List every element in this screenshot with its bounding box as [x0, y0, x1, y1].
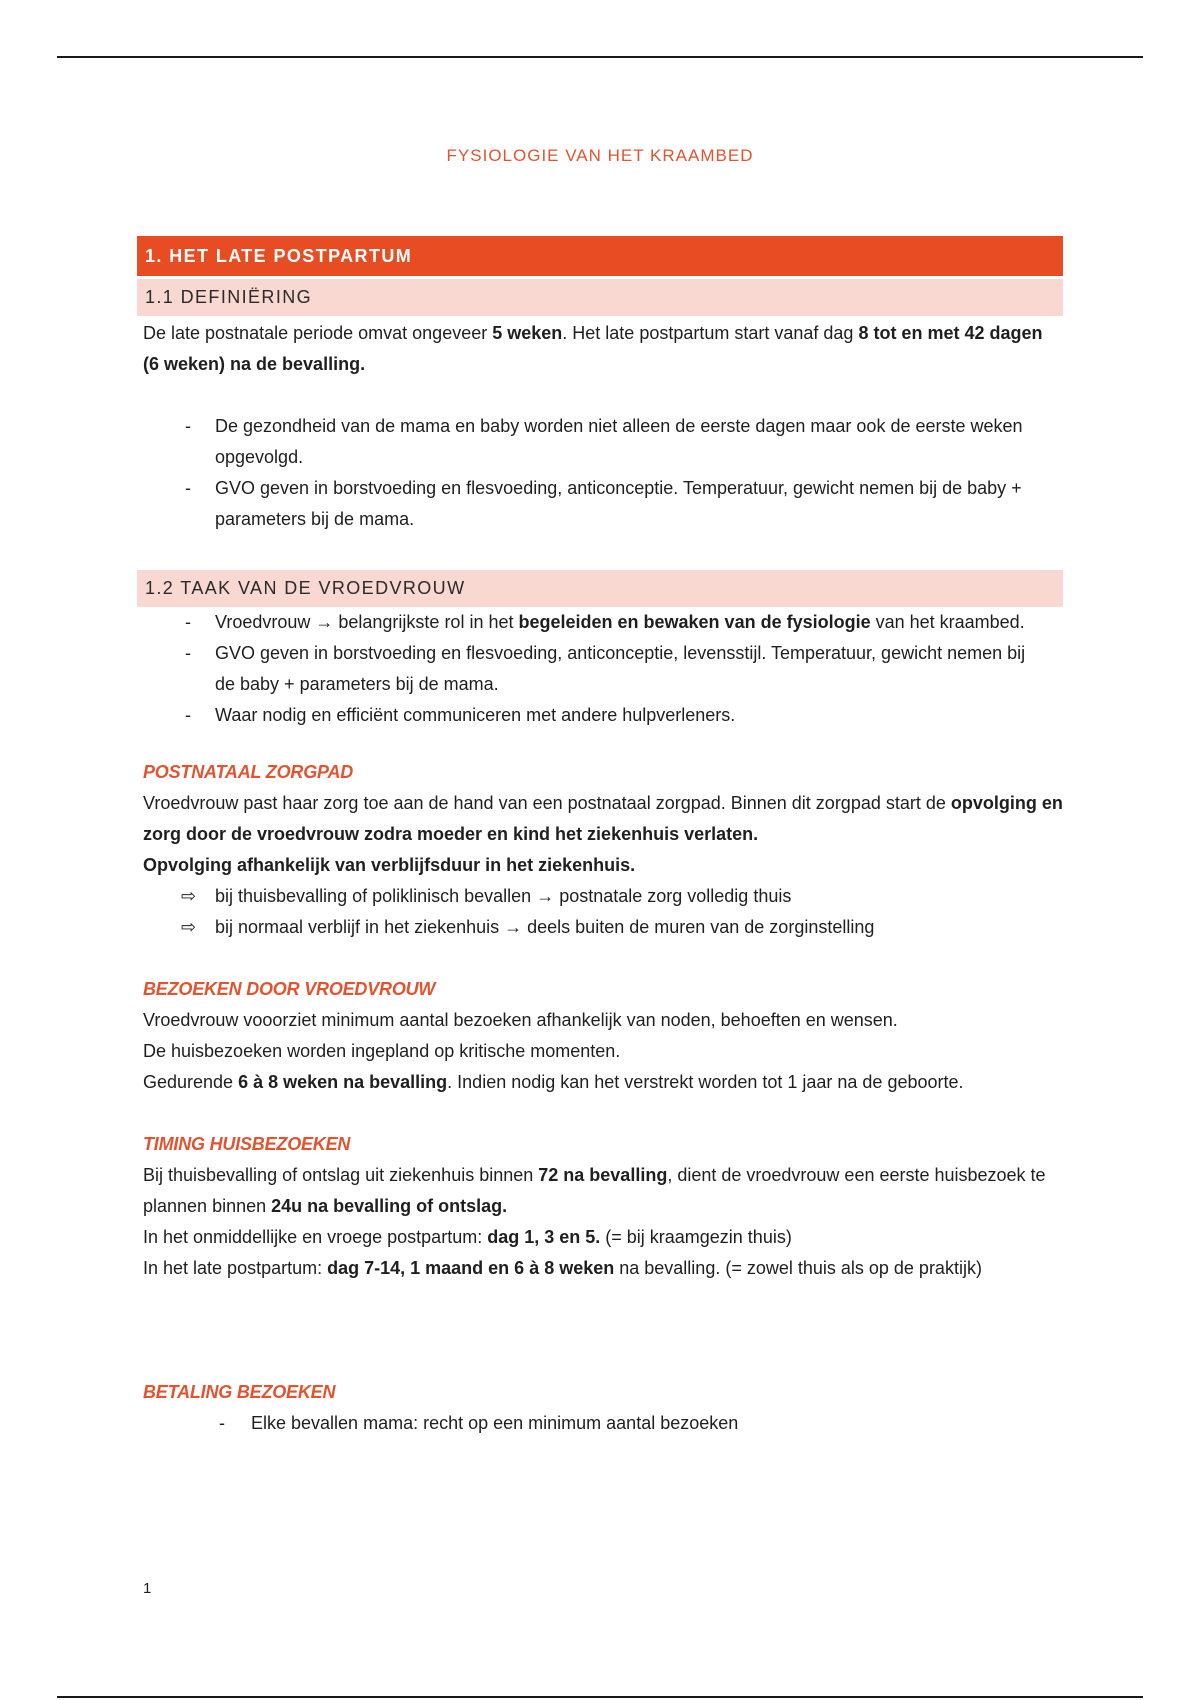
- definition-paragraph: De late postnatale periode omvat ongeveer 5 weken. Het late postpartum start vanaf dag 8 tot en met 42 dagen (6 weken) na de bevalling.: [143, 323, 1043, 374]
- zorgpad-emphasis: Opvolging afhankelijk van verblijfsduur in het ziekenhuis.: [143, 855, 636, 875]
- dash-marker: -: [185, 612, 191, 632]
- list-item: - Waar nodig en efficiënt communiceren met andere hulpverleners.: [137, 700, 1063, 731]
- list-item: ⇨ bij normaal verblijf in het ziekenhuis → deels buiten de muren van de zorginstelling: [137, 912, 1063, 943]
- zorgpad-arrow-list: [137, 881, 1063, 943]
- list-item: ⇨ bij thuisbevalling of poliklinisch bevallen → postnatale zorg volledig thuis: [137, 881, 1063, 912]
- bezoeken-line: Gedurende 6 à 8 weken na bevalling. Indien nodig kan het verstrekt worden tot 1 jaar na de geboorte.: [143, 1072, 964, 1092]
- header-rule: [57, 56, 1143, 58]
- list-item: - Vroedvrouw → belangrijkste rol in het begeleiden en bewaken van de fysiologie van het kraambed.: [137, 607, 1063, 638]
- dash-marker: -: [219, 1413, 225, 1433]
- betaling-bullets: [137, 1408, 1063, 1439]
- list-item: - De gezondheid van de mama en baby worden niet alleen de eerste dagen maar ook de eerste weken opgevolgd.: [137, 411, 1063, 473]
- document-body: [137, 236, 1063, 1439]
- dash-marker: -: [185, 478, 191, 498]
- bezoeken-line: De huisbezoeken worden ingepland op kritische momenten.: [143, 1041, 621, 1061]
- subheading-betaling-bezoeken: BETALING BEZOEKEN: [143, 1382, 336, 1402]
- list-item: - Elke bevallen mama: recht op een minimum aantal bezoeken: [137, 1408, 1063, 1439]
- footer-rule: [57, 1696, 1143, 1698]
- subheading-postnataal-zorgpad: POSTNATAAL ZORGPAD: [143, 762, 354, 782]
- timing-line: Bij thuisbevalling of ontslag uit ziekenhuis binnen 72 na bevalling, dient de vroedvrouw een eerste huisbezoek te plannen binnen 24u na bevalling of ontslag.: [143, 1165, 1046, 1216]
- section-heading-1: 1. HET LATE POSTPARTUM: [137, 236, 1063, 276]
- list-item: - GVO geven in borstvoeding en flesvoeding, anticonceptie. Temperatuur, gewicht nemen bij de baby + parameters bij de mama.: [137, 473, 1063, 535]
- dash-marker: -: [185, 643, 191, 663]
- timing-line: In het late postpartum: dag 7-14, 1 maand en 6 à 8 weken na bevalling. (= zowel thuis als op de praktijk): [143, 1258, 982, 1278]
- timing-line: In het onmiddellijke en vroege postpartum: dag 1, 3 en 5. (= bij kraamgezin thuis): [143, 1227, 792, 1247]
- dash-marker: -: [185, 416, 191, 436]
- dash-marker: -: [185, 705, 191, 725]
- definition-bullets: [137, 411, 1063, 535]
- page-number: 1: [143, 1580, 152, 1597]
- subsection-heading-1-2: 1.2 TAAK VAN DE VROEDVROUW: [137, 570, 1063, 607]
- subsection-heading-1-1: 1.1 DEFINIËRING: [137, 279, 1063, 316]
- list-item: - GVO geven in borstvoeding en flesvoeding, anticonceptie, levensstijl. Temperatuur, gewicht nemen bij de baby + parameters bij de mama.: [137, 638, 1063, 700]
- bezoeken-line: Vroedvrouw vooorziet minimum aantal bezoeken afhankelijk van noden, behoeften en wensen.: [143, 1010, 898, 1030]
- arrow-right-icon: ⇨: [181, 917, 197, 937]
- zorgpad-paragraph: Vroedvrouw past haar zorg toe aan de hand van een postnataal zorgpad. Binnen dit zorgpad start de opvolging en zorg door de vroedvrouw zodra moeder en kind het ziekenhuis verlaten.: [143, 793, 1063, 844]
- arrow-right-icon: ⇨: [181, 886, 197, 906]
- task-bullets: [137, 607, 1063, 731]
- document-title: FYSIOLOGIE VAN HET KRAAMBED: [446, 146, 754, 165]
- subheading-bezoeken: BEZOEKEN DOOR VROEDVROUW: [143, 979, 436, 999]
- subheading-timing-huisbezoeken: TIMING HUISBEZOEKEN: [143, 1134, 351, 1154]
